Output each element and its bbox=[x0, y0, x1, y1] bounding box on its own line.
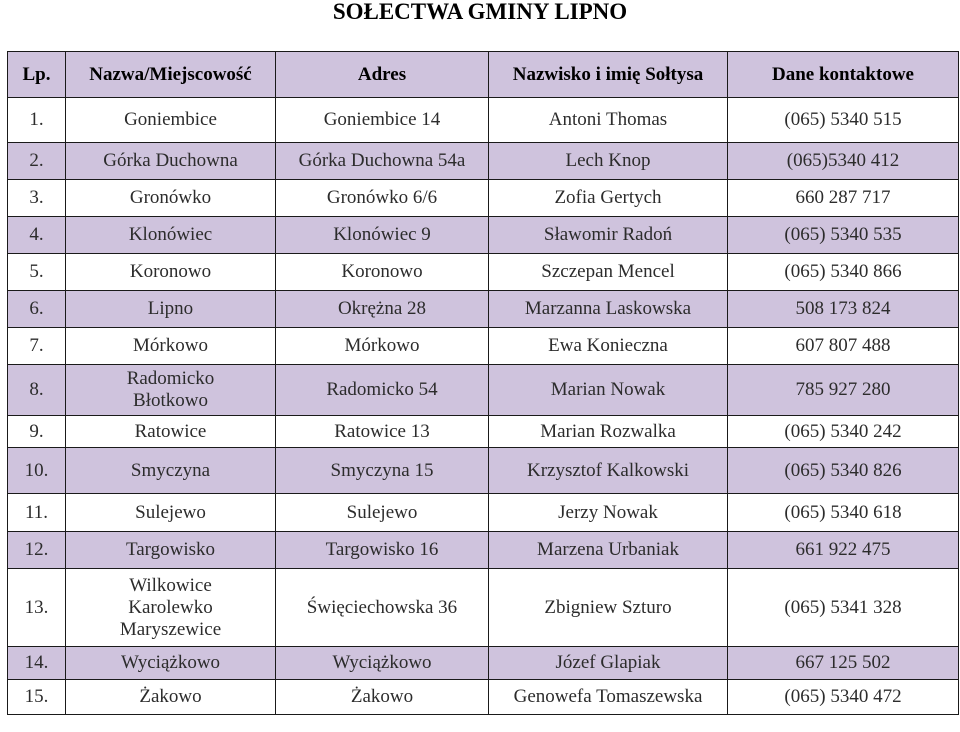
table-row bbox=[8, 680, 959, 715]
cell-nazwa: Klonówiec bbox=[66, 217, 276, 254]
table-row bbox=[8, 532, 959, 569]
table-row bbox=[8, 448, 959, 494]
cell-soltys: Genowefa Tomaszewska bbox=[489, 680, 728, 715]
cell-soltys: Marzena Urbaniak bbox=[489, 532, 728, 569]
cell-nazwa: Ratowice bbox=[66, 416, 276, 448]
cell-nazwa-line1: Radomicko bbox=[126, 368, 215, 389]
cell-adres: Radomicko 54 bbox=[276, 365, 489, 416]
cell-lp: 11. bbox=[8, 494, 66, 532]
cell-adres: Sulejewo bbox=[276, 494, 489, 532]
cell-nazwa: Smyczyna bbox=[66, 448, 276, 494]
cell-nazwa: Górka Duchowna bbox=[66, 143, 276, 180]
cell-lp: 5. bbox=[8, 254, 66, 291]
table-row bbox=[8, 291, 959, 328]
cell-nazwa: Wyciążkowo bbox=[66, 647, 276, 680]
cell-kontakt: (065) 5340 472 bbox=[728, 680, 959, 715]
cell-soltys: Marian Nowak bbox=[489, 365, 728, 416]
solectwa-table bbox=[7, 51, 959, 715]
cell-kontakt: (065) 5340 866 bbox=[728, 254, 959, 291]
header-nazwa: Nazwa/Miejscowość bbox=[66, 52, 276, 98]
cell-adres: Gronówko 6/6 bbox=[276, 180, 489, 217]
cell-adres: Koronowo bbox=[276, 254, 489, 291]
cell-lp: 12. bbox=[8, 532, 66, 569]
table-row bbox=[8, 143, 959, 180]
cell-kontakt: 661 922 475 bbox=[728, 532, 959, 569]
cell-nazwa bbox=[66, 365, 276, 416]
cell-lp: 4. bbox=[8, 217, 66, 254]
cell-kontakt: 785 927 280 bbox=[728, 365, 959, 416]
cell-adres: Klonówiec 9 bbox=[276, 217, 489, 254]
cell-nazwa: Gronówko bbox=[66, 180, 276, 217]
header-kontakt: Dane kontaktowe bbox=[728, 52, 959, 98]
table-row bbox=[8, 98, 959, 143]
cell-nazwa: Sulejewo bbox=[66, 494, 276, 532]
cell-kontakt: (065) 5340 515 bbox=[728, 98, 959, 143]
table-row bbox=[8, 569, 959, 647]
cell-nazwa-line2: Błotkowo bbox=[133, 390, 208, 411]
cell-adres: Okrężna 28 bbox=[276, 291, 489, 328]
header-adres: Adres bbox=[276, 52, 489, 98]
cell-lp: 7. bbox=[8, 328, 66, 365]
cell-adres: Goniembice 14 bbox=[276, 98, 489, 143]
cell-soltys: Zbigniew Szturo bbox=[489, 569, 728, 647]
cell-lp: 10. bbox=[8, 448, 66, 494]
cell-soltys: Jerzy Nowak bbox=[489, 494, 728, 532]
table-row bbox=[8, 180, 959, 217]
cell-adres: Targowisko 16 bbox=[276, 532, 489, 569]
cell-adres: Mórkowo bbox=[276, 328, 489, 365]
cell-lp: 1. bbox=[8, 98, 66, 143]
header-soltys: Nazwisko i imię Sołtysa bbox=[489, 52, 728, 98]
table-row bbox=[8, 494, 959, 532]
cell-kontakt: (065) 5340 618 bbox=[728, 494, 959, 532]
cell-lp: 9. bbox=[8, 416, 66, 448]
cell-lp: 8. bbox=[8, 365, 66, 416]
cell-kontakt: 607 807 488 bbox=[728, 328, 959, 365]
cell-lp: 14. bbox=[8, 647, 66, 680]
cell-nazwa-line1: Wilkowice bbox=[129, 574, 212, 596]
cell-soltys: Antoni Thomas bbox=[489, 98, 728, 143]
cell-soltys: Krzysztof Kalkowski bbox=[489, 448, 728, 494]
cell-soltys: Lech Knop bbox=[489, 143, 728, 180]
cell-kontakt: 667 125 502 bbox=[728, 647, 959, 680]
table-row bbox=[8, 328, 959, 365]
header-lp: Lp. bbox=[8, 52, 66, 98]
table-row bbox=[8, 647, 959, 680]
cell-lp: 2. bbox=[8, 143, 66, 180]
cell-kontakt: (065) 5340 242 bbox=[728, 416, 959, 448]
cell-lp: 15. bbox=[8, 680, 66, 715]
cell-lp: 6. bbox=[8, 291, 66, 328]
cell-nazwa-line2: Karolewko bbox=[128, 596, 213, 618]
page-title: SOŁECTWA GMINY LIPNO bbox=[332, 0, 628, 24]
cell-soltys: Ewa Konieczna bbox=[489, 328, 728, 365]
cell-soltys: Zofia Gertych bbox=[489, 180, 728, 217]
cell-adres: Żakowo bbox=[276, 680, 489, 715]
cell-soltys: Marian Rozwalka bbox=[489, 416, 728, 448]
cell-nazwa bbox=[66, 569, 276, 647]
cell-adres: Wyciążkowo bbox=[276, 647, 489, 680]
cell-soltys: Józef Glapiak bbox=[489, 647, 728, 680]
cell-soltys: Marzanna Laskowska bbox=[489, 291, 728, 328]
table-row bbox=[8, 365, 959, 416]
cell-adres: Smyczyna 15 bbox=[276, 448, 489, 494]
table-header-row bbox=[8, 52, 959, 98]
cell-lp: 3. bbox=[8, 180, 66, 217]
cell-nazwa: Żakowo bbox=[66, 680, 276, 715]
cell-adres: Święciechowska 36 bbox=[276, 569, 489, 647]
cell-adres: Górka Duchowna 54a bbox=[276, 143, 489, 180]
table-row bbox=[8, 217, 959, 254]
cell-nazwa: Mórkowo bbox=[66, 328, 276, 365]
cell-nazwa-line3: Maryszewice bbox=[119, 618, 222, 640]
table-row bbox=[8, 416, 959, 448]
cell-kontakt: (065) 5341 328 bbox=[728, 569, 959, 647]
cell-soltys: Sławomir Radoń bbox=[489, 217, 728, 254]
cell-kontakt: (065) 5340 826 bbox=[728, 448, 959, 494]
cell-nazwa: Lipno bbox=[66, 291, 276, 328]
cell-nazwa: Koronowo bbox=[66, 254, 276, 291]
cell-kontakt: (065)5340 412 bbox=[728, 143, 959, 180]
cell-kontakt: (065) 5340 535 bbox=[728, 217, 959, 254]
table-row bbox=[8, 254, 959, 291]
cell-lp: 13. bbox=[8, 569, 66, 647]
cell-adres: Ratowice 13 bbox=[276, 416, 489, 448]
cell-kontakt: 660 287 717 bbox=[728, 180, 959, 217]
cell-nazwa: Goniembice bbox=[66, 98, 276, 143]
cell-kontakt: 508 173 824 bbox=[728, 291, 959, 328]
cell-nazwa: Targowisko bbox=[66, 532, 276, 569]
cell-soltys: Szczepan Mencel bbox=[489, 254, 728, 291]
